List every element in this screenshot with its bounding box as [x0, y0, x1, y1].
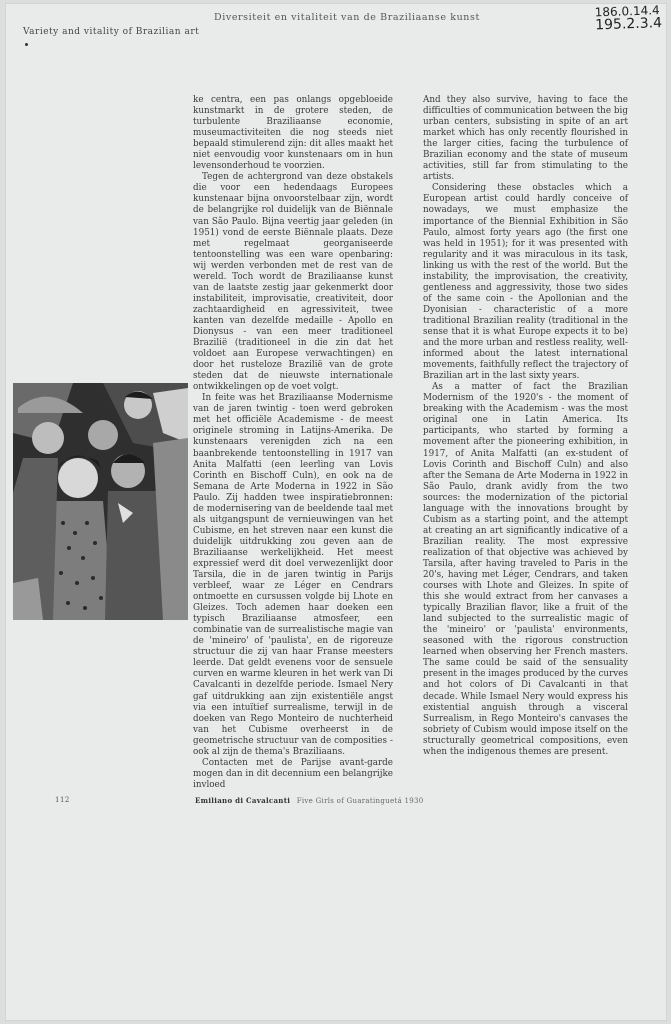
caption-artist: Emiliano di Cavalcanti: [195, 796, 291, 805]
painting-five-girls: [13, 383, 188, 620]
dutch-paragraph: ke centra, een pas onlangs opgebloeide kunstmarkt in de grotere steden, de turbulente Braziliaanse economie, museumactiviteiten die nog steeds niet bepaald stimulerend zijn: dit alles maakt het niet eenvoudig voor kunstenaars om in hun levensonderhoud te voorzien.: [193, 95, 393, 172]
figure-caption: [195, 796, 424, 805]
english-paragraph: And they also survive, having to face the difficulties of communication between the big urban centers, subsisting in spite of an art market which has only recently flourished in the larger cities, facing the turbulence of Brazilian economy and the state of museum activities, still far from stimulating to the artists.: [423, 95, 628, 183]
header-title-english: Variety and vitality of Brazilian art: [23, 27, 200, 37]
handwritten-line-2: 195.2.3.4: [594, 15, 663, 34]
handwritten-reference: [595, 4, 671, 33]
english-text-column: [423, 95, 628, 758]
dutch-paragraph: In feite was het Braziliaanse Modernisme van de jaren twintig - toen werd gebroken met het officiële Academisme - de meest originele stroming in Latijns-Amerika. De kunstenaars verenigden zich na een baanbrekende tentoonstelling in 1917 van Anita Malfatti (een leerling van Lovis Corinth en Bischoff Culn), en ook na de Semana de Arte Moderna in 1922 in São Paulo. Zij hadden twee inspiratiebronnen: de modernisering van de beeldende taal met als uitgangspunt de vernieuwingen van het Cubisme, en het streven naar een kunst die duidelijk uitdrukking zou geven aan de Braziliaanse werkelijkheid. Het meest expressief werd dit doel verwezenlijkt door Tarsila, die in de jaren twintig in Parijs verbleef, waar ze Léger en Cendrars ontmoette en cursussen volgde bij Lhote en Gleizes. Toch ademen haar doeken een typisch Braziliaanse atmosfeer, een combinatie van de surrealistische magie van de 'mineiro' of 'paulista', en de rigoreuze structuur die zij van haar Franse meesters leerde. Dat geldt evenens voor de sensuele curven en warme kleuren in het werk van Di Cavalcanti in dezelfde periode. Ismael Nery gaf uitdrukking aan zijn existentiële angst via een intuïtief surrealisme, terwijl in de doeken van Rego Monteiro de nuchterheid van het Cubisme overheerst in de geometrische structuur van de composities - ook al zijn de thema's Braziliaans.: [193, 393, 393, 757]
bullet-dot: [25, 43, 28, 46]
english-paragraph: As a matter of fact the Brazilian Modernism of the 1920's - the moment of breaking with the Academism - was the most original one in Latin America. Its participants, who started by forming a movement after the pioneering exhibition, in 1917, of Anita Malfatti (an ex-student of Lovis Corinth and Bischoff Culn) and also after the Semana de Arte Moderna in 1922 in São Paulo, drank avidly from the two sources: the modernization of the pictorial language with the innovations brought by Cubism as a starting point, and the attempt at creating an art significantly indicative of a Brazilian reality. The most expressive realization of that objective was achieved by Tarsila, after having traveled to Paris in the 20's, having met Léger, Cendrars, and taken courses with Lhote and Gleizes. In spite of this she would extract from her canvases a typically Brazilian flavor, like a fruit of the land subjected to the surrealistic magic of the 'mineiro' or 'paulista' environments, seasoned with the rigorous construction learned when observing her French masters. The same could be said of the sensuality present in the images produced by the curves and hot colors of Di Cavalcanti in that decade. While Ismael Nery would express his existential anguish through a visceral Surrealism, in Rego Monteiro's canvases the sobriety of Cubism would impose itself on the structurally geometrical compositions, even when the indigenous themes are present.: [423, 382, 628, 757]
page-number: 112: [55, 796, 70, 804]
page: [5, 3, 667, 1021]
dutch-paragraph: Tegen de achtergrond van deze obstakels die voor een hedendaags Europees kunstenaar bijna onvoorstelbaar zijn, wordt de belangrijke rol duidelijk van de Biënnale van São Paulo. Bijna veertig jaar geleden (in 1951) vond de eerste Biënnale plaats. Deze met regelmaat georganiseerde tentoonstelling was een ware openbaring: wij werden verbonden met de rest van de wereld. Toch wordt de Braziliaanse kunst van de laatste zestig jaar gekenmerkt door instabiliteit, improvisatie, creativiteit, door zachtaardigheid en agressiviteit, twee kanten van dezelfde medaille - Apollo en Dionysus - van een meer traditioneel Brazilië (traditioneel in die zin dat het voldoet aan Europese verwachtingen) en door het rusteloze Brazilië van de grote steden dat de nieuwste internationale ontwikkelingen op de voet volgt.: [193, 172, 393, 393]
painting-illustration: [13, 383, 188, 620]
dutch-text-column: [193, 95, 393, 791]
dutch-paragraph: Contacten met de Parijse avant-garde mogen dan in dit decennium een belangrijke invloed: [193, 757, 393, 790]
caption-work: Five Girls of Guaratinguetá 1930: [296, 797, 424, 805]
english-paragraph: Considering these obstacles which a European artist could hardly conceive of nowadays, we must emphasize the importance of the Biennial Exhibition in São Paulo, almost forty years ago (the first one was held in 1951); for it was presented with regularity and it was miraculous in its task, linking us with the rest of the world. But the instability, the improvisation, the creativity, gentleness and aggressivity, those two sides of the same coin - the Apollonian and the Dyonisian - characteristic of a more traditional Brazilian reality (traditional in the sense that it is what Europe expects it to be) and the more urban and restless reality, well-informed about the latest international movements, faithfully reflect the trajectory of Brazilian art in the last sixty years.: [423, 183, 628, 382]
handwritten-line-1: 186.0.14.4: [594, 3, 660, 20]
header-title-dutch: Diversiteit en vitaliteit van de Braziliaanse kunst: [214, 12, 480, 23]
